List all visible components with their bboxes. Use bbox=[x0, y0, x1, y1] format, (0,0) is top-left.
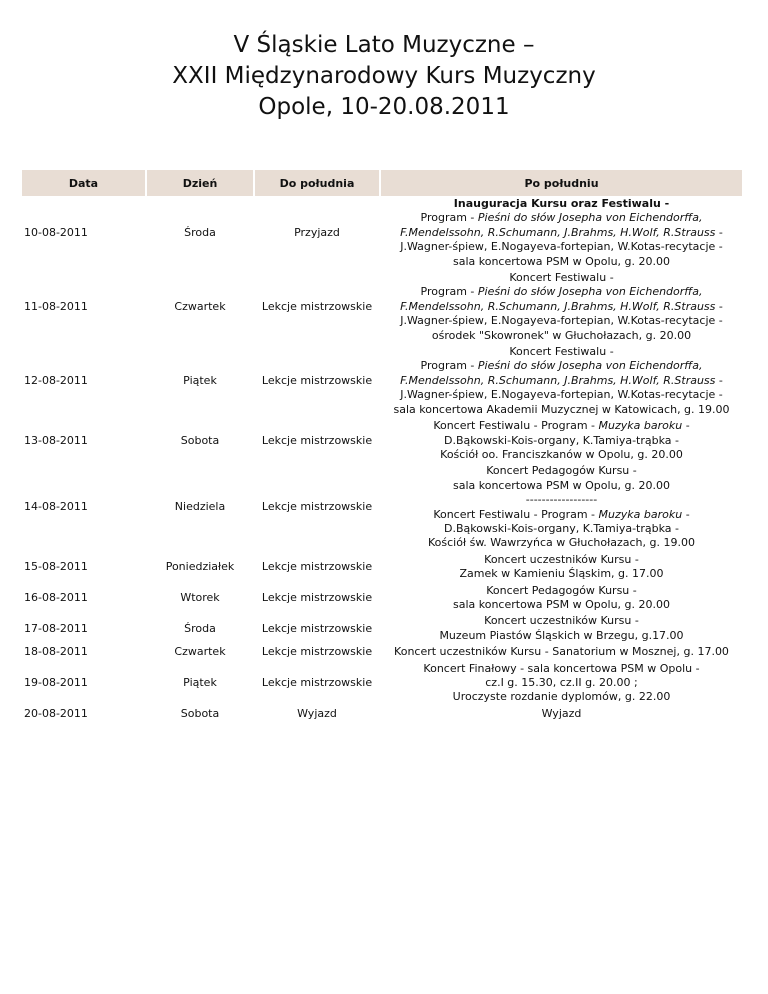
row-afternoon bbox=[380, 661, 742, 706]
title-line-3: Opole, 10-20.08.2011 bbox=[258, 94, 510, 120]
afternoon-text: - bbox=[682, 419, 690, 433]
afternoon-line bbox=[381, 314, 742, 328]
row-day: Wtorek bbox=[146, 583, 254, 614]
afternoon-text: Koncert uczestników Kursu - Sanatorium w Mosznej, g. 17.00 bbox=[394, 645, 729, 659]
row-afternoon bbox=[380, 644, 742, 660]
row-morning: Lekcje mistrzowskie bbox=[254, 418, 380, 463]
row-afternoon bbox=[380, 463, 742, 551]
row-date: 13-08-2011 bbox=[22, 418, 146, 463]
row-day: Środa bbox=[146, 613, 254, 644]
row-date: 18-08-2011 bbox=[22, 644, 146, 660]
row-day: Sobota bbox=[146, 418, 254, 463]
afternoon-line bbox=[381, 419, 742, 433]
afternoon-text: Koncert Finałowy - sala koncertowa PSM w Opolu - bbox=[423, 661, 700, 675]
afternoon-line bbox=[381, 434, 742, 448]
row-morning: Lekcje mistrzowskie bbox=[254, 583, 380, 614]
afternoon-line bbox=[381, 584, 742, 598]
afternoon-text: Wyjazd bbox=[541, 706, 582, 720]
row-day: Środa bbox=[146, 196, 254, 270]
row-day: Piątek bbox=[146, 661, 254, 706]
header-date: Data bbox=[22, 170, 146, 196]
row-date: 20-08-2011 bbox=[22, 706, 146, 722]
header-morning: Do południa bbox=[254, 170, 380, 196]
afternoon-text: Koncert Festiwalu - bbox=[509, 345, 614, 359]
table-row bbox=[22, 196, 742, 270]
afternoon-line bbox=[381, 690, 742, 704]
afternoon-text: Program - bbox=[420, 211, 478, 225]
row-day: Sobota bbox=[146, 706, 254, 722]
afternoon-line bbox=[381, 536, 742, 550]
afternoon-text: ------------------ bbox=[525, 493, 598, 507]
row-morning: Wyjazd bbox=[254, 706, 380, 722]
table-body bbox=[22, 196, 742, 722]
row-afternoon bbox=[380, 344, 742, 418]
afternoon-line bbox=[381, 271, 742, 285]
afternoon-line bbox=[381, 359, 742, 373]
afternoon-text: Koncert Festiwalu - Program - bbox=[433, 419, 599, 433]
table-row bbox=[22, 661, 742, 706]
afternoon-text: Kościół św. Wawrzyńca w Głuchołazach, g. 19.00 bbox=[428, 536, 695, 550]
table-row bbox=[22, 270, 742, 344]
afternoon-text: - bbox=[715, 225, 723, 239]
afternoon-text: Muzyka baroku bbox=[598, 507, 683, 521]
afternoon-text: Uroczyste rozdanie dyplomów, g. 22.00 bbox=[452, 690, 671, 704]
row-day: Piątek bbox=[146, 344, 254, 418]
afternoon-line bbox=[381, 240, 742, 254]
afternoon-text: sala koncertowa PSM w Opolu, g. 20.00 bbox=[452, 254, 670, 268]
afternoon-text: Koncert uczestników Kursu - bbox=[484, 552, 639, 566]
afternoon-text: F.Mendelssohn, R.Schumann, J.Brahms, H.Wolf, R.Strauss bbox=[400, 299, 716, 313]
row-afternoon bbox=[380, 418, 742, 463]
page-title bbox=[0, 30, 768, 123]
afternoon-text: sala koncertowa PSM w Opolu, g. 20.00 bbox=[452, 597, 670, 611]
afternoon-line bbox=[381, 464, 742, 478]
afternoon-line bbox=[381, 707, 742, 721]
afternoon-text: - bbox=[682, 507, 690, 521]
afternoon-text: - bbox=[715, 373, 723, 387]
title-line-2: XXII Międzynarodowy Kurs Muzyczny bbox=[172, 63, 596, 89]
table-row bbox=[22, 463, 742, 551]
afternoon-text: sala koncertowa Akademii Muzycznej w Katowicach, g. 19.00 bbox=[393, 402, 730, 416]
afternoon-line bbox=[381, 345, 742, 359]
afternoon-line bbox=[381, 403, 742, 417]
table-row bbox=[22, 706, 742, 722]
afternoon-text: sala koncertowa PSM w Opolu, g. 20.00 bbox=[452, 478, 670, 492]
row-day: Niedziela bbox=[146, 463, 254, 551]
afternoon-text: Program - bbox=[420, 285, 478, 299]
row-morning: Przyjazd bbox=[254, 196, 380, 270]
afternoon-text: Pieśni do słów Josepha von Eichendorffa, bbox=[477, 359, 703, 373]
row-day: Czwartek bbox=[146, 644, 254, 660]
afternoon-text: J.Wagner-śpiew, E.Nogayeva-fortepian, W.Kotas-recytacje - bbox=[400, 388, 723, 402]
afternoon-line bbox=[381, 255, 742, 269]
row-morning: Lekcje mistrzowskie bbox=[254, 270, 380, 344]
afternoon-line bbox=[381, 329, 742, 343]
row-day: Czwartek bbox=[146, 270, 254, 344]
table-row bbox=[22, 552, 742, 583]
afternoon-line bbox=[381, 211, 742, 225]
afternoon-line bbox=[381, 598, 742, 612]
afternoon-line bbox=[381, 662, 742, 676]
afternoon-line bbox=[381, 645, 742, 659]
afternoon-text: Program - bbox=[420, 359, 478, 373]
afternoon-text: F.Mendelssohn, R.Schumann, J.Brahms, H.Wolf, R.Strauss bbox=[400, 225, 716, 239]
row-afternoon bbox=[380, 583, 742, 614]
afternoon-text: Zamek w Kamieniu Śląskim, g. 17.00 bbox=[459, 567, 664, 581]
row-date: 19-08-2011 bbox=[22, 661, 146, 706]
table-row bbox=[22, 583, 742, 614]
afternoon-text: Koncert Festiwalu - bbox=[509, 271, 614, 285]
table-row bbox=[22, 613, 742, 644]
afternoon-text: Inauguracja Kursu oraz Festiwalu - bbox=[453, 197, 670, 210]
afternoon-text: Pieśni do słów Josepha von Eichendorffa, bbox=[477, 285, 703, 299]
row-date: 10-08-2011 bbox=[22, 196, 146, 270]
title-line-1: V Śląskie Lato Muzyczne – bbox=[233, 32, 535, 58]
afternoon-line bbox=[381, 493, 742, 507]
afternoon-line bbox=[381, 553, 742, 567]
afternoon-text: J.Wagner-śpiew, E.Nogayeva-fortepian, W.Kotas-recytacje - bbox=[400, 314, 723, 328]
afternoon-text: D.Bąkowski-Kois-organy, K.Tamiya-trąbka - bbox=[444, 433, 679, 447]
afternoon-text: Koncert Festiwalu - Program - bbox=[433, 507, 599, 521]
afternoon-text: F.Mendelssohn, R.Schumann, J.Brahms, H.Wolf, R.Strauss bbox=[400, 373, 716, 387]
row-morning: Lekcje mistrzowskie bbox=[254, 463, 380, 551]
header-day: Dzień bbox=[146, 170, 254, 196]
afternoon-text: ośrodek "Skowronek" w Głuchołazach, g. 20.00 bbox=[431, 328, 692, 342]
row-morning: Lekcje mistrzowskie bbox=[254, 613, 380, 644]
row-morning: Lekcje mistrzowskie bbox=[254, 644, 380, 660]
afternoon-text: Koncert uczestników Kursu - bbox=[484, 614, 639, 628]
table-row bbox=[22, 344, 742, 418]
afternoon-text: - bbox=[715, 299, 723, 313]
table-header-row bbox=[22, 170, 742, 196]
afternoon-line bbox=[381, 285, 742, 299]
afternoon-line bbox=[381, 300, 742, 314]
row-morning: Lekcje mistrzowskie bbox=[254, 552, 380, 583]
afternoon-line bbox=[381, 388, 742, 402]
row-date: 17-08-2011 bbox=[22, 613, 146, 644]
afternoon-line bbox=[381, 374, 742, 388]
row-afternoon bbox=[380, 613, 742, 644]
header-afternoon: Po południu bbox=[380, 170, 742, 196]
row-date: 11-08-2011 bbox=[22, 270, 146, 344]
row-morning: Lekcje mistrzowskie bbox=[254, 344, 380, 418]
afternoon-line bbox=[381, 508, 742, 522]
row-date: 12-08-2011 bbox=[22, 344, 146, 418]
afternoon-text: J.Wagner-śpiew, E.Nogayeva-fortepian, W.Kotas-recytacje - bbox=[400, 240, 723, 254]
afternoon-line bbox=[381, 567, 742, 581]
row-afternoon bbox=[380, 706, 742, 722]
row-morning: Lekcje mistrzowskie bbox=[254, 661, 380, 706]
afternoon-line bbox=[381, 226, 742, 240]
row-afternoon bbox=[380, 196, 742, 270]
afternoon-text: cz.I g. 15.30, cz.II g. 20.00 ; bbox=[485, 676, 638, 689]
afternoon-text: Pieśni do słów Josepha von Eichendorffa, bbox=[477, 211, 703, 225]
afternoon-text: Kościół oo. Franciszkanów w Opolu, g. 20.00 bbox=[440, 447, 683, 461]
afternoon-text: Muzeum Piastów Śląskich w Brzegu, g.17.00 bbox=[439, 628, 684, 642]
table-row bbox=[22, 418, 742, 463]
afternoon-text: D.Bąkowski-Kois-organy, K.Tamiya-trąbka - bbox=[444, 521, 679, 535]
row-day: Poniedziałek bbox=[146, 552, 254, 583]
afternoon-text: Koncert Pedagogów Kursu - bbox=[486, 464, 637, 478]
table-row bbox=[22, 644, 742, 660]
row-date: 15-08-2011 bbox=[22, 552, 146, 583]
afternoon-text: Muzyka baroku bbox=[598, 419, 683, 433]
afternoon-line bbox=[381, 676, 742, 690]
row-afternoon bbox=[380, 270, 742, 344]
row-date: 16-08-2011 bbox=[22, 583, 146, 614]
afternoon-text: Koncert Pedagogów Kursu - bbox=[486, 583, 637, 597]
afternoon-line bbox=[381, 629, 742, 643]
schedule-table bbox=[22, 170, 742, 722]
afternoon-line bbox=[381, 479, 742, 493]
afternoon-line bbox=[381, 448, 742, 462]
afternoon-line bbox=[381, 614, 742, 628]
afternoon-line bbox=[381, 522, 742, 536]
row-date: 14-08-2011 bbox=[22, 463, 146, 551]
afternoon-line bbox=[381, 197, 742, 211]
row-afternoon bbox=[380, 552, 742, 583]
